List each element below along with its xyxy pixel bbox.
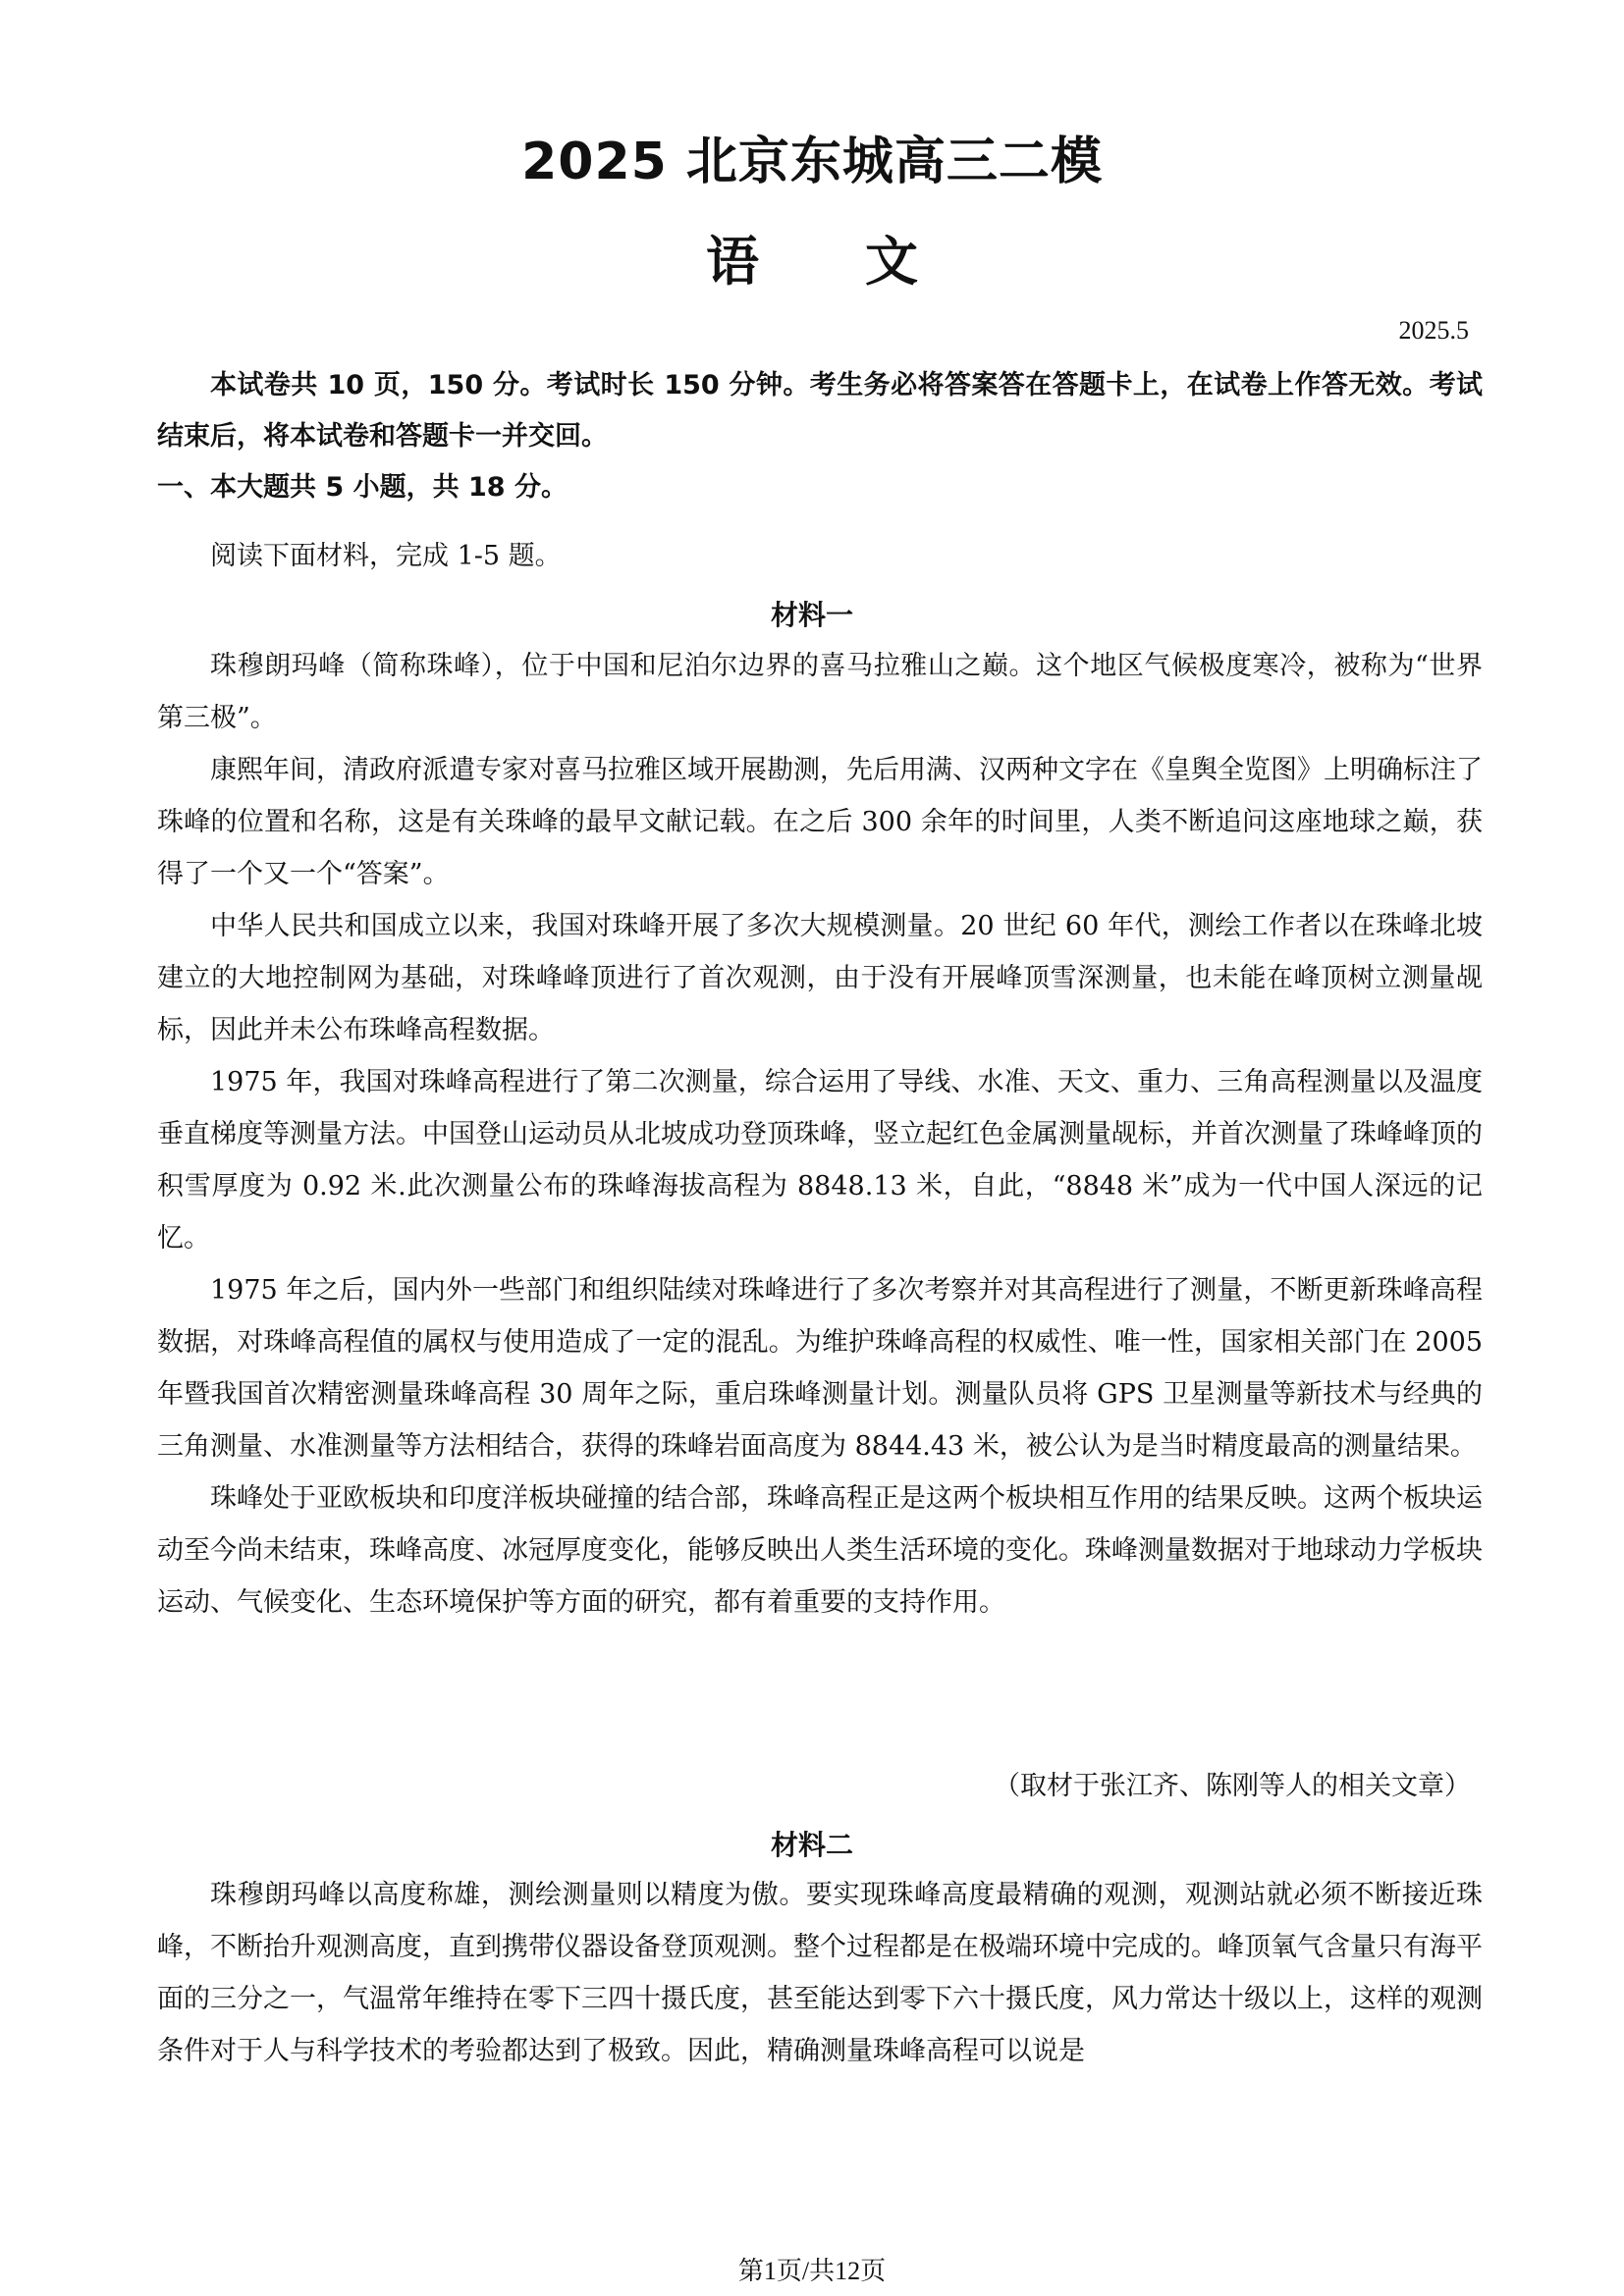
exam-notice: 本试卷共 10 页，150 分。考试时长 150 分钟。考生务必将答案答在答题卡上，在试卷上作答无效。考试结束后，将本试卷和答题卡一并交回。 xyxy=(157,370,1483,452)
reading-instruction: 阅读下面材料，完成 1-5 题。 xyxy=(210,541,562,571)
subject-title xyxy=(0,220,1624,295)
paragraph: 珠穆朗玛峰以高度称雄，测绘测量则以精度为傲。要实现珠峰高度最精确的观测，观测站就必须不断接近珠峰，不断抬升观测高度，直到携带仪器设备登顶观测。整个过程都是在极端环境中完成的。峰顶氧气含量只有海平面的三分之一，气温常年维持在零下三四十摄氏度，甚至能达到零下六十摄氏度，风力常达十级以上，这样的观测条件对于人与科学技术的考验都达到了极致。因此，精确测量珠峰高程可以说是 xyxy=(157,1880,1483,2066)
paragraph: 康熙年间，清政府派遣专家对喜马拉雅区域开展勘测，先后用满、汉两种文字在《皇舆全览图》上明确标注了珠峰的位置和名称，这是有关珠峰的最早文献记载。在之后 300 余年的时间里，人类不断追问这座地球之巅，获得了一个又一个“答案”。 xyxy=(157,755,1483,889)
subject-char: 语 xyxy=(706,231,759,293)
material-one-heading: 材料一 xyxy=(770,599,853,631)
material-two-text xyxy=(157,1869,1483,2077)
paragraph: 1975 年之后，国内外一些部门和组织陆续对珠峰进行了多次考察并对其高程进行了测量，不断更新珠峰高程数据，对珠峰高程值的属权与使用造成了一定的混乱。为维护珠峰高程的权威性、唯一性，国家相关部门在 2005 年暨我国首次精密测量珠峰高程 30 周年之际，重启珠峰测量计划。测量队员将 GPS 卫星测量等新技术与经典的三角测量、水准测量等方法相结合，获得的珠峰岩面高度为 8844.43 米，被公认为是当时精度最高的测量结果。 xyxy=(157,1275,1483,1462)
subject-char: 文 xyxy=(865,231,918,293)
section-heading: 一、本大题共 5 小题，共 18 分。 xyxy=(157,472,568,503)
paragraph: 中华人民共和国成立以来，我国对珠峰开展了多次大规模测量。20 世纪 60 年代，测绘工作者以在珠峰北坡建立的大地控制网为基础，对珠峰峰顶进行了首次观测，由于没有开展峰顶雪深测量，也未能在峰顶树立测量觇标，因此并未公布珠峰高程数据。 xyxy=(157,911,1483,1045)
page-footer: 第1页/共12页 xyxy=(737,2257,887,2285)
material-one-text xyxy=(157,640,1483,1629)
paragraph: 珠峰处于亚欧板块和印度洋板块碰撞的结合部，珠峰高程正是这两个板块相互作用的结果反映。这两个板块运动至今尚未结束，珠峰高度、冰冠厚度变化，能够反映出人类生活环境的变化。珠峰测量数据对于地球动力学板块运动、气候变化、生态环境保护等方面的研究，都有着重要的支持作用。 xyxy=(157,1483,1483,1618)
exam-date: 2025.5 xyxy=(1398,316,1469,345)
paragraph: 1975 年，我国对珠峰高程进行了第二次测量，综合运用了导线、水准、天文、重力、三角高程测量以及温度垂直梯度等测量方法。中国登山运动员从北坡成功登顶珠峰，竖立起红色金属测量觇标，并首次测量了珠峰峰顶的积雪厚度为 0.92 米.此次测量公布的珠峰海拔高程为 8848.13 米，自此，“8848 米”成为一代中国人深远的记忆。 xyxy=(157,1067,1483,1254)
exam-title: 2025 北京东城高三二模 xyxy=(521,133,1103,191)
source-citation: （取材于张江齐、陈刚等人的相关文章） xyxy=(994,1771,1471,1801)
material-two-heading: 材料二 xyxy=(770,1829,853,1861)
paragraph: 珠穆朗玛峰（简称珠峰），位于中国和尼泊尔边界的喜马拉雅山之巅。这个地区气候极度寒冷，被称为“世界第三极”。 xyxy=(157,651,1483,733)
